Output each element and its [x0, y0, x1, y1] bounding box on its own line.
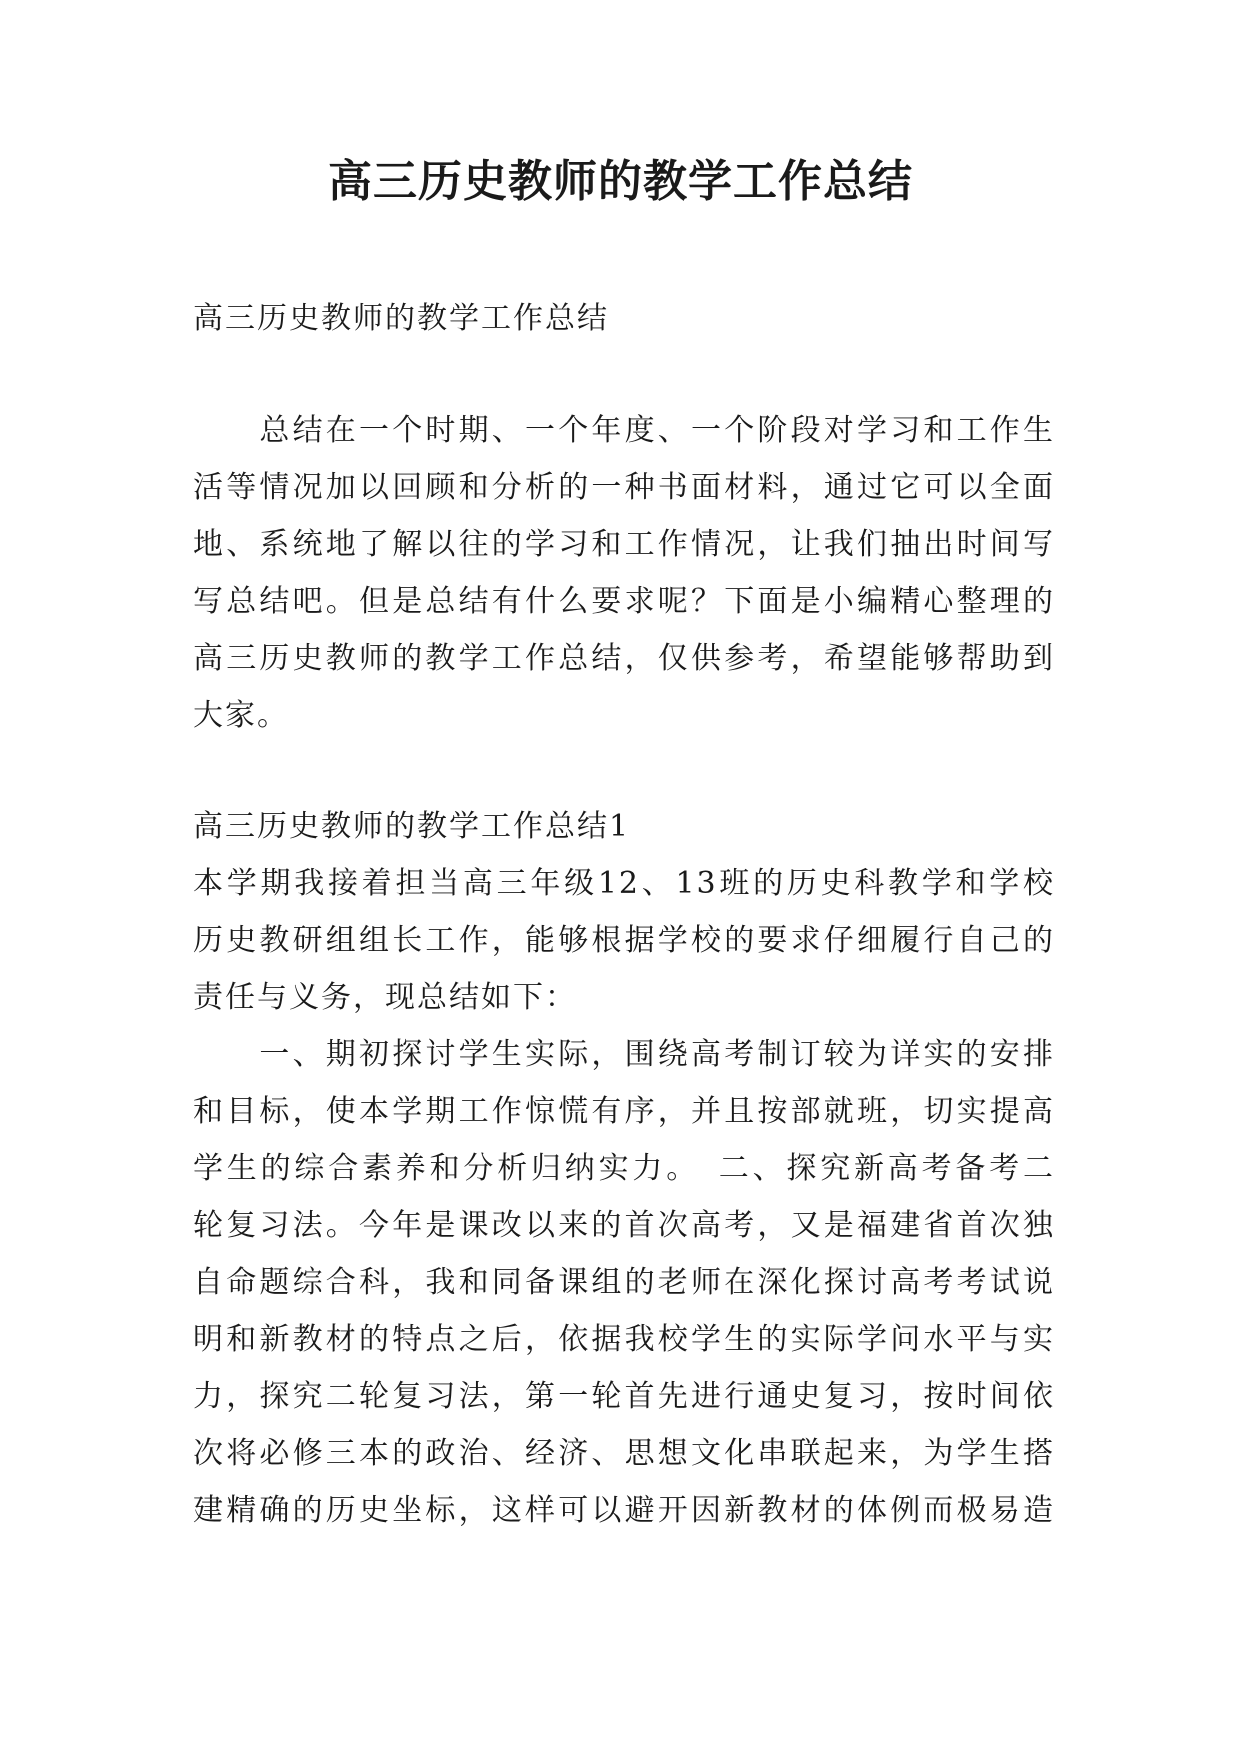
page-title: 高三历史教师的教学工作总结	[328, 156, 913, 207]
section-line: 本学期我接着担当高三年级12、13班的历史科教学和学校	[193, 866, 1055, 901]
intro-line: 活等情况加以回顾和分析的一种书面材料，通过它可以全面	[193, 470, 1055, 505]
section-line: 力，探究二轮复习法，第一轮首先进行通史复习，按时间依	[193, 1379, 1055, 1414]
subtitle-text: 高三历史教师的教学工作总结	[193, 301, 609, 336]
section-line: 明和新教材的特点之后，依据我校学生的实际学问水平与实	[193, 1322, 1055, 1357]
subtitle	[193, 290, 1055, 347]
section-line: 责任与义务，现总结如下：	[193, 980, 577, 1015]
section-line: 一、期初探讨学生实际，围绕高考制订较为详实的安排	[193, 1037, 1055, 1072]
intro-line: 地、系统地了解以往的学习和工作情况，让我们抽出时间写	[193, 527, 1055, 562]
section-1	[193, 798, 1055, 1539]
intro-line: 总结在一个时期、一个年度、一个阶段对学习和工作生	[193, 413, 1055, 448]
section-heading: 高三历史教师的教学工作总结1	[193, 809, 631, 844]
intro-line: 写总结吧。但是总结有什么要求呢？下面是小编精心整理的	[193, 584, 1055, 619]
section-line: 建精确的历史坐标，这样可以避开因新教材的体例而极易造	[193, 1493, 1055, 1528]
section-line: 历史教研组组长工作，能够根据学校的要求仔细履行自己的	[193, 923, 1055, 958]
intro-paragraph	[193, 402, 1055, 744]
intro-line: 高三历史教师的教学工作总结，仅供参考，希望能够帮助到	[193, 641, 1055, 676]
section-line: 和目标，使本学期工作惊慌有序，并且按部就班，切实提高	[193, 1094, 1055, 1129]
section-line: 轮复习法。今年是课改以来的首次高考，又是福建省首次独	[193, 1208, 1055, 1243]
section-line: 次将必修三本的政治、经济、思想文化串联起来，为学生搭	[193, 1436, 1055, 1471]
section-line: 学生的综合素养和分析归纳实力。 二、探究新高考备考二	[193, 1151, 1055, 1186]
intro-line: 大家。	[193, 698, 289, 733]
section-line: 自命题综合科，我和同备课组的老师在深化探讨高考考试说	[193, 1265, 1055, 1300]
